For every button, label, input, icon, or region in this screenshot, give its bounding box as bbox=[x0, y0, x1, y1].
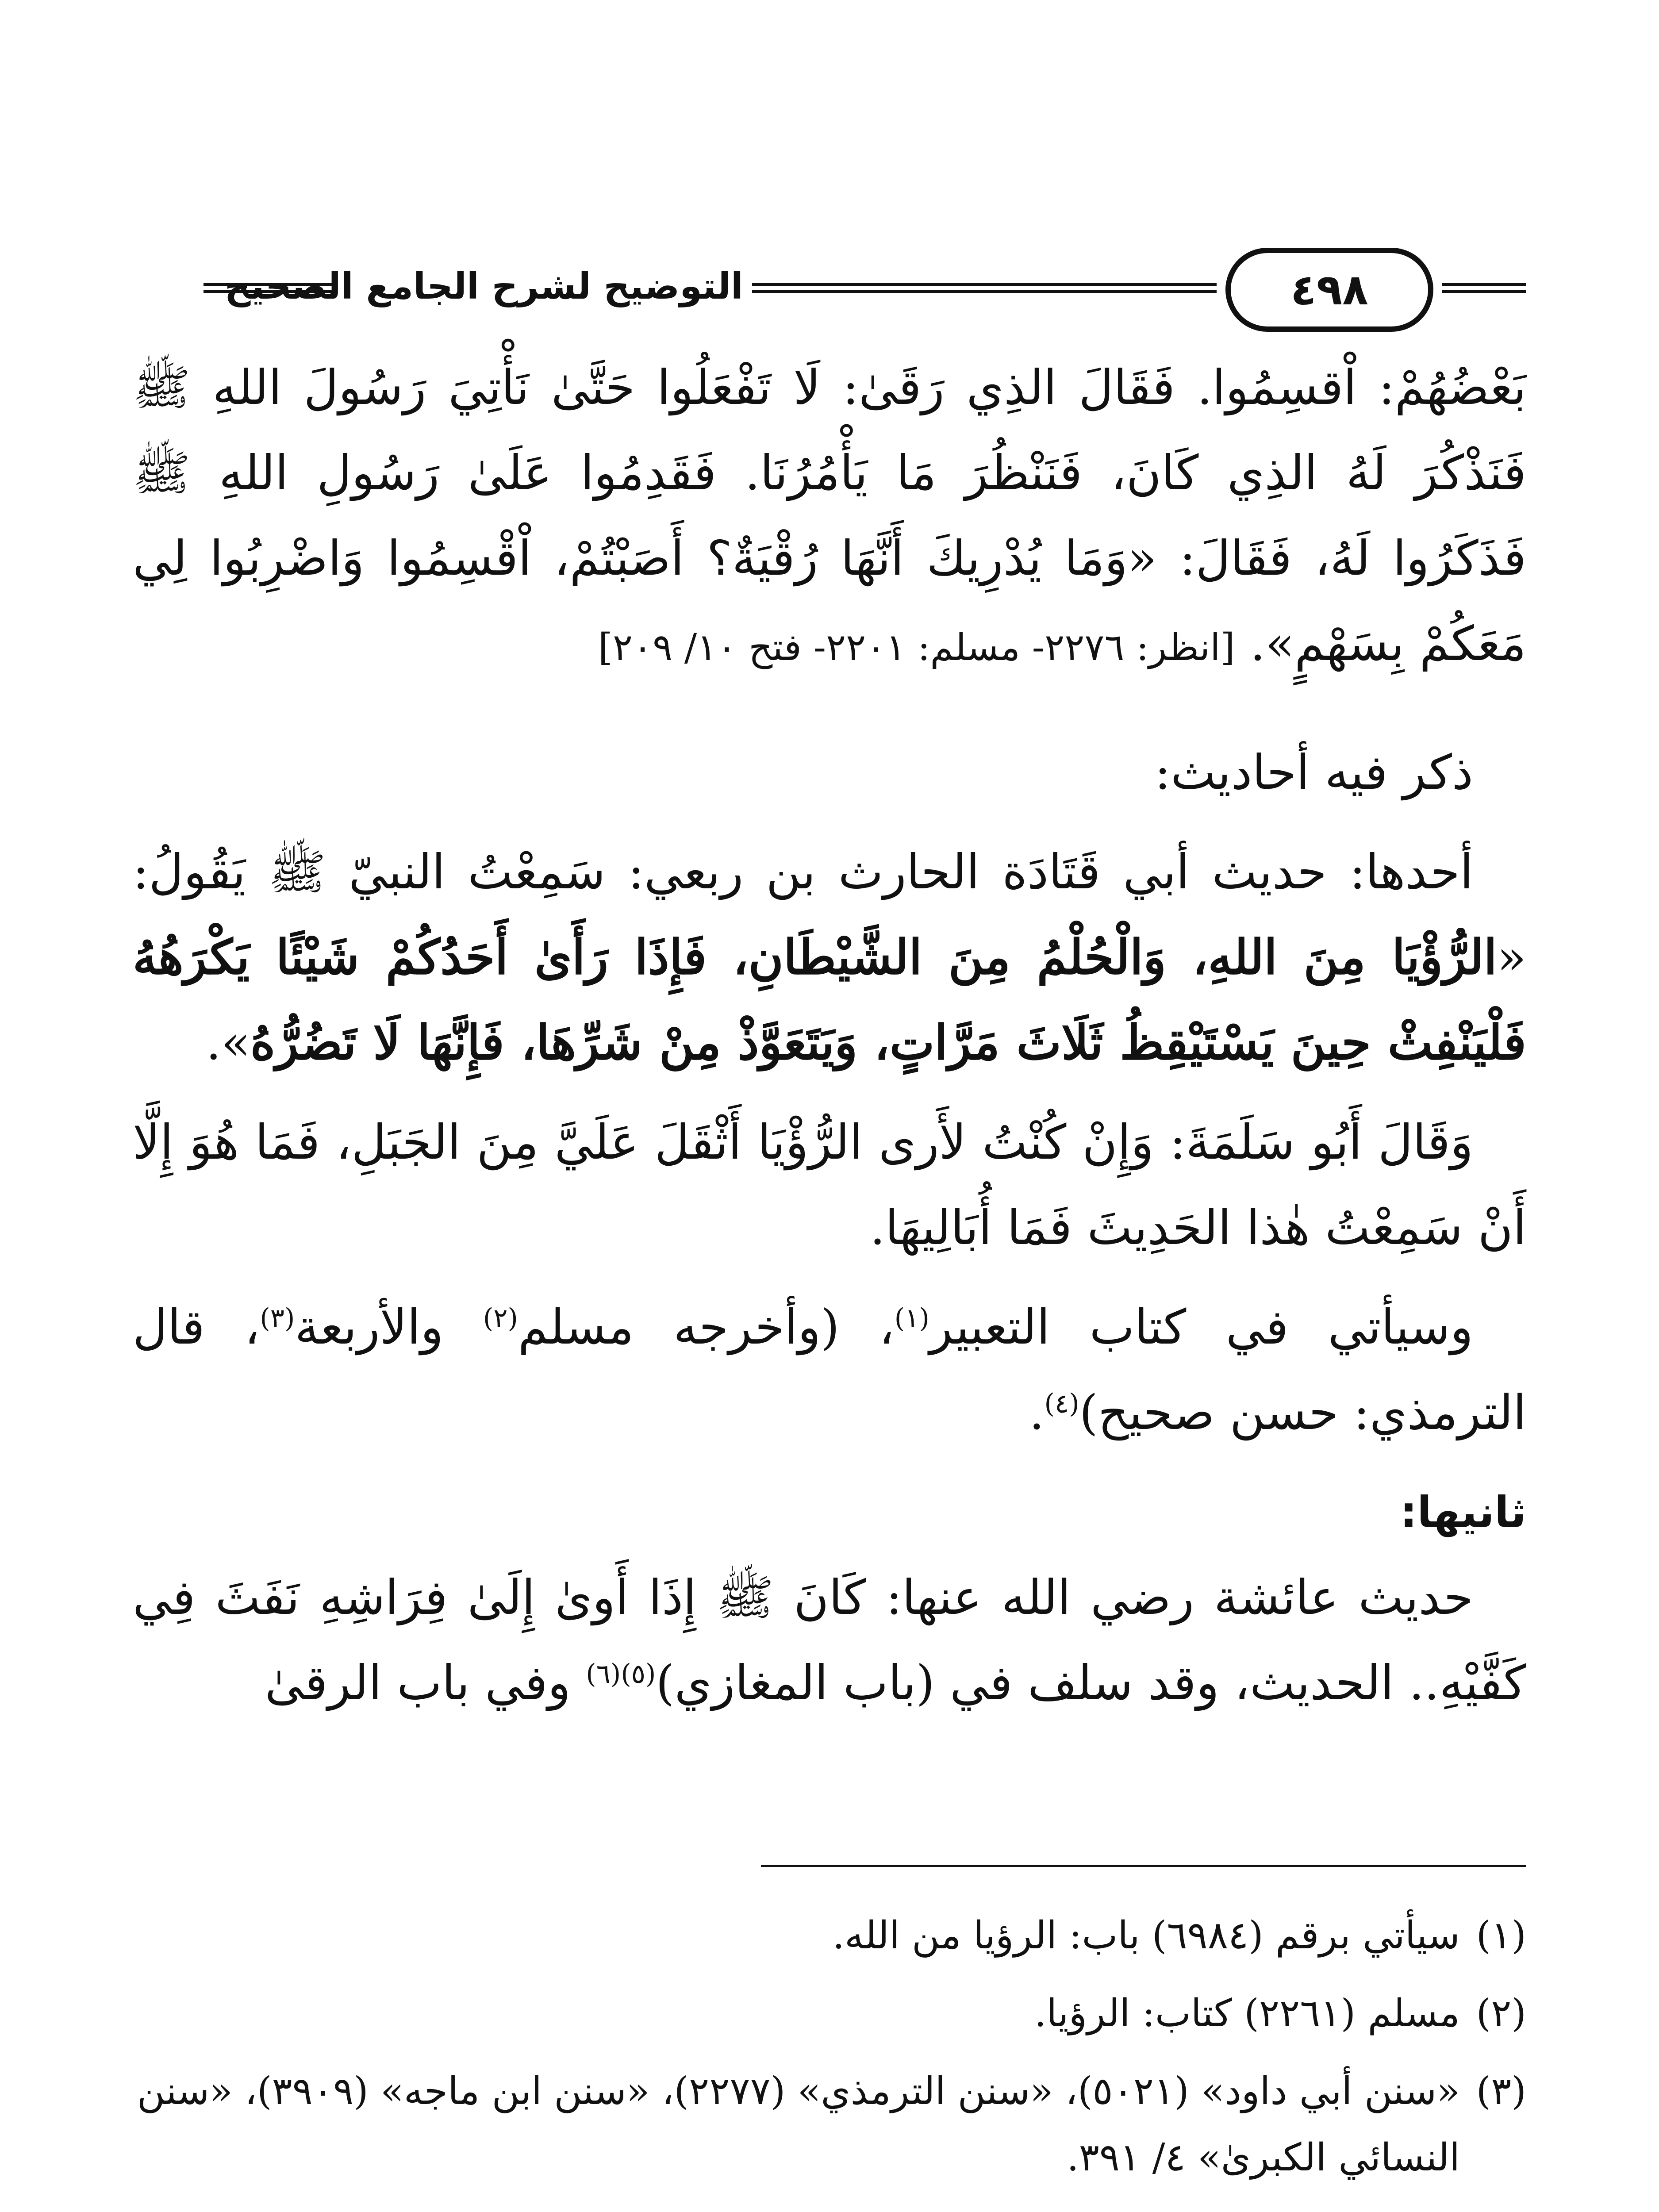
footnote-ref-1[interactable]: (١) bbox=[894, 1303, 929, 1334]
footnote-ref-2[interactable]: (٢) bbox=[483, 1303, 518, 1334]
main-text bbox=[133, 345, 1526, 1726]
footnote-item bbox=[133, 2058, 1526, 2191]
footnote-text: «سنن أبي داود» (٥٠٢١)، «سنن الترمذي» (٢٢٧٧)، «سنن ابن ماجه» (٣٩٠٩)، «سنن النسائي الكبرىٰ» ٤/ ٣٩١. bbox=[137, 2069, 1460, 2180]
footnote-number: (٣) bbox=[1476, 2069, 1526, 2113]
takhrij-text-3: والأربعة bbox=[295, 1300, 483, 1355]
footnote-item bbox=[133, 1980, 1526, 2047]
footnote-number: (١) bbox=[1476, 1913, 1526, 1958]
header-rule-middle bbox=[752, 283, 1217, 293]
running-title: التوضيح لشرح الجامع الصحيح bbox=[224, 265, 743, 307]
footnote-item bbox=[133, 2202, 1526, 2212]
footnote-text: مسلم (٢٢٦١) كتاب: الرؤيا. bbox=[1034, 1991, 1460, 2035]
takhrij-paragraph bbox=[133, 1285, 1526, 1455]
hadith-second-tail: وفي باب الرقىٰ bbox=[265, 1655, 586, 1711]
footnote-number: (٢) bbox=[1476, 1991, 1526, 2035]
hadith-second bbox=[133, 1555, 1526, 1726]
page-number: ٤٩٨ bbox=[1290, 265, 1368, 315]
hadith-first-lead: أحدها: حديث أبي قَتَادَة الحارث بن ربعي: سَمِعْتُ النبيّ ﷺ يَقُولُ: « bbox=[133, 845, 1526, 985]
footnote-text bbox=[133, 2202, 1460, 2212]
hadith-first-close: ». bbox=[206, 1015, 250, 1071]
takhrij-text-1: وسيأتي في كتاب التعبير bbox=[929, 1300, 1474, 1355]
hadith-second-text: حديث عائشة رضي الله عنها: كَانَ ﷺ إِذَا أَوىٰ إِلَىٰ فِرَاشِهِ نَفَثَ فِي كَفَّيْهِ.. الحديث، وقد سلف في (باب المغازي) bbox=[133, 1570, 1526, 1711]
footnote-item bbox=[133, 1902, 1526, 1969]
footnote-ref-6[interactable]: (٦) bbox=[586, 1659, 621, 1690]
footnote-ref-3[interactable]: (٣) bbox=[260, 1303, 295, 1334]
second-hadith-heading: ثانيها: bbox=[1400, 1487, 1526, 1537]
hadith-continuation: بَعْضُهُمْ: اْقسِمُوا. فَقَالَ الذِي رَقَىٰ: لَا تَفْعَلُوا حَتَّىٰ نَأْتِيَ رَسُولَ اللهِ ﷺ فَنَذْكُرَ لَهُ الذِي كَانَ، فَنَنْظُرَ مَا يَأْمُرُنَا. فَقَدِمُوا عَلَىٰ رَسُولِ اللهِ ﷺ فَذَكَرُوا لَهُ، فَقَالَ: «وَمَا يُدْرِيكَ أَنَّهَا رُقْيَةٌ؟ أَصَبْتُمْ، اْقْسِمُوا وَاضْرِبُوا لِي مَعَكُمْ بِسَهْمٍ». bbox=[133, 360, 1526, 672]
takhrij-text-5: . bbox=[1029, 1385, 1045, 1440]
hadith-first bbox=[133, 830, 1526, 1086]
header-rule-right bbox=[1442, 283, 1526, 293]
takhrij-text-2: ، (وأخرجه مسلم bbox=[518, 1300, 895, 1355]
footnote-number bbox=[1460, 2202, 1526, 2212]
running-header bbox=[133, 239, 1526, 341]
page-number-badge bbox=[1225, 248, 1433, 332]
abu-salama-quote: وَقَالَ أَبُو سَلَمَةَ: وَإِنْ كُنْتُ لأَرى الرُّؤْيَا أَثْقَلَ عَلَيَّ مِنَ الجَبَلِ، فَمَا هُوَ إِلَّا أَنْ سَمِعْتُ هٰذا الحَدِيثَ فَمَا أُبَالِيهَا. bbox=[133, 1115, 1526, 1256]
section-intro: ذكر فيه أحاديث: bbox=[1154, 745, 1473, 800]
footnote-separator bbox=[761, 1865, 1526, 1867]
footnote-text: سيأتي برقم (٦٩٨٤) باب: الرؤيا من الله. bbox=[832, 1913, 1460, 1958]
paragraph-continuation bbox=[133, 345, 1526, 690]
cross-reference: [انظر: ٢٢٧٦- مسلم: ٢٢٠١- فتح ١٠/ ٢٠٩] bbox=[598, 626, 1235, 669]
takhrij-text-4: ، قال الترمذي: حسن صحيح) bbox=[133, 1300, 1526, 1440]
footnotes bbox=[133, 1902, 1526, 2212]
footnote-ref-4[interactable]: (٤) bbox=[1044, 1388, 1079, 1419]
footnote-ref-5[interactable]: (٥) bbox=[621, 1659, 656, 1690]
hadith-first-matn: الرُّؤْيَا مِنَ اللهِ، وَالْحُلْمُ مِنَ الشَّيْطَانِ، فَإِذَا رَأَىٰ أَحَدُكُمْ شَيْئًا يَكْرَهُهُ فَلْيَنْفِثْ حِينَ يَسْتَيْقِظُ ثَلَاثَ مَرَّاتٍ، وَيَتَعَوَّذْ مِنْ شَرِّهَا، فَإِنَّهَا لَا تَضُرُّهُ bbox=[133, 929, 1526, 1071]
